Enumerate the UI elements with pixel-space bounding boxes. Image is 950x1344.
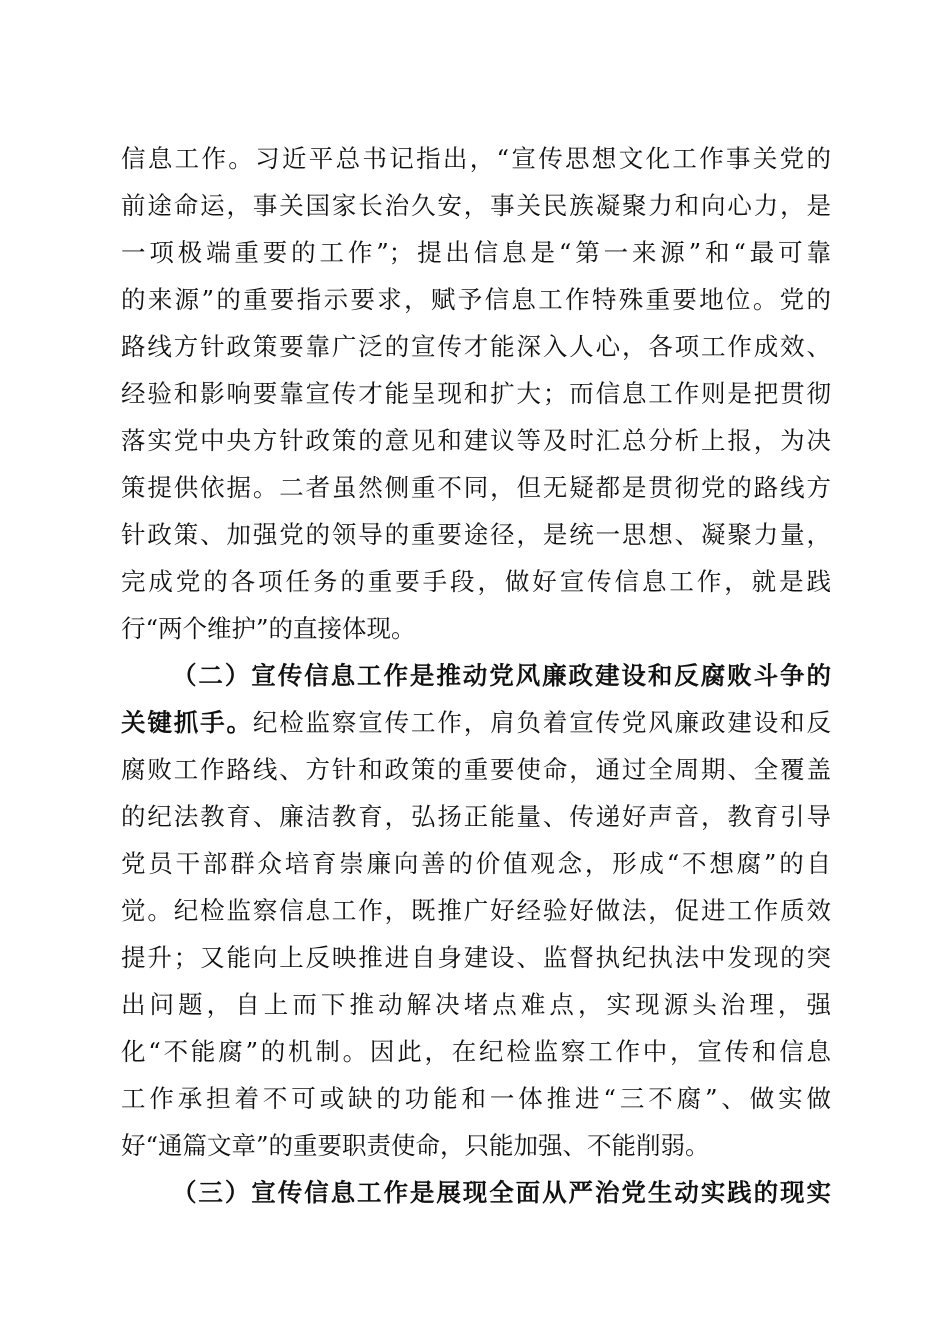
body-text-line: 路线方针政策要靠广泛的宣传才能深入人心，各项工作成效、 (121, 332, 831, 361)
body-text-line: 好“通篇文章”的重要职责使命，只能加强、不能削弱。 (121, 1131, 710, 1160)
body-text-line: 觉。纪检监察信息工作，既推广好经验好做法，促进工作质效 (121, 896, 831, 925)
body-text-line: 前途命运，事关国家长治久安，事关民族凝聚力和向心力，是 (121, 191, 831, 220)
body-text-line: 的纪法教育、廉洁教育，弘扬正能量、传递好声音，教育引导 (121, 802, 831, 831)
body-text-line: 落实党中央方针政策的意见和建议等及时汇总分析上报，为决 (121, 426, 831, 455)
body-text-line: 出问题，自上而下推动解决堵点难点，实现源头治理，强 (121, 990, 831, 1019)
body-text-line: 工作承担着不可或缺的功能和一体推进“三不腐”、做实做 (121, 1084, 831, 1113)
body-text-line: 信息工作。习近平总书记指出，“宣传思想文化工作事关党的 (121, 144, 831, 173)
body-text-line: 针政策、加强党的领导的重要途径，是统一思想、凝聚力量， (121, 520, 831, 549)
body-text-line: 策提供依据。二者虽然侧重不同，但无疑都是贯彻党的路线方 (121, 473, 831, 502)
section-heading-3: （三）宣传信息工作是展现全面从严治党生动实践的现实 (172, 1178, 831, 1207)
body-text-run: 纪检监察宣传工作，肩负着宣传党风廉政建设和反 (252, 708, 831, 737)
body-text-line: 腐败工作路线、方针和政策的重要使命，通过全周期、全覆盖 (121, 755, 831, 784)
body-text-line: 经验和影响要靠宣传才能呈现和扩大；而信息工作则是把贯彻 (121, 379, 831, 408)
body-text-line: 一项极端重要的工作”；提出信息是“第一来源”和“最可靠 (121, 238, 831, 267)
body-text-line: 完成党的各项任务的重要手段，做好宣传信息工作，就是践 (121, 567, 831, 596)
body-text-line: 提升；又能向上反映推进自身建设、监督执纪执法中发现的突 (121, 943, 831, 972)
body-text-line: 的来源”的重要指示要求，赋予信息工作特殊重要地位。党的 (121, 285, 831, 314)
body-text-line: 党员干部群众培育崇廉向善的价值观念，形成“不想腐”的自 (121, 849, 831, 878)
body-text-line: 化“不能腐”的机制。因此，在纪检监察工作中，宣传和信息 (121, 1037, 831, 1066)
body-text-line: 行“两个维护”的直接体现。 (121, 614, 416, 643)
body-text-line (121, 701, 831, 745)
section-heading-2: （二）宣传信息工作是推动党风廉政建设和反腐败斗争的 (172, 661, 831, 690)
section-heading-2-continuation: 关键抓手。 (121, 708, 253, 737)
